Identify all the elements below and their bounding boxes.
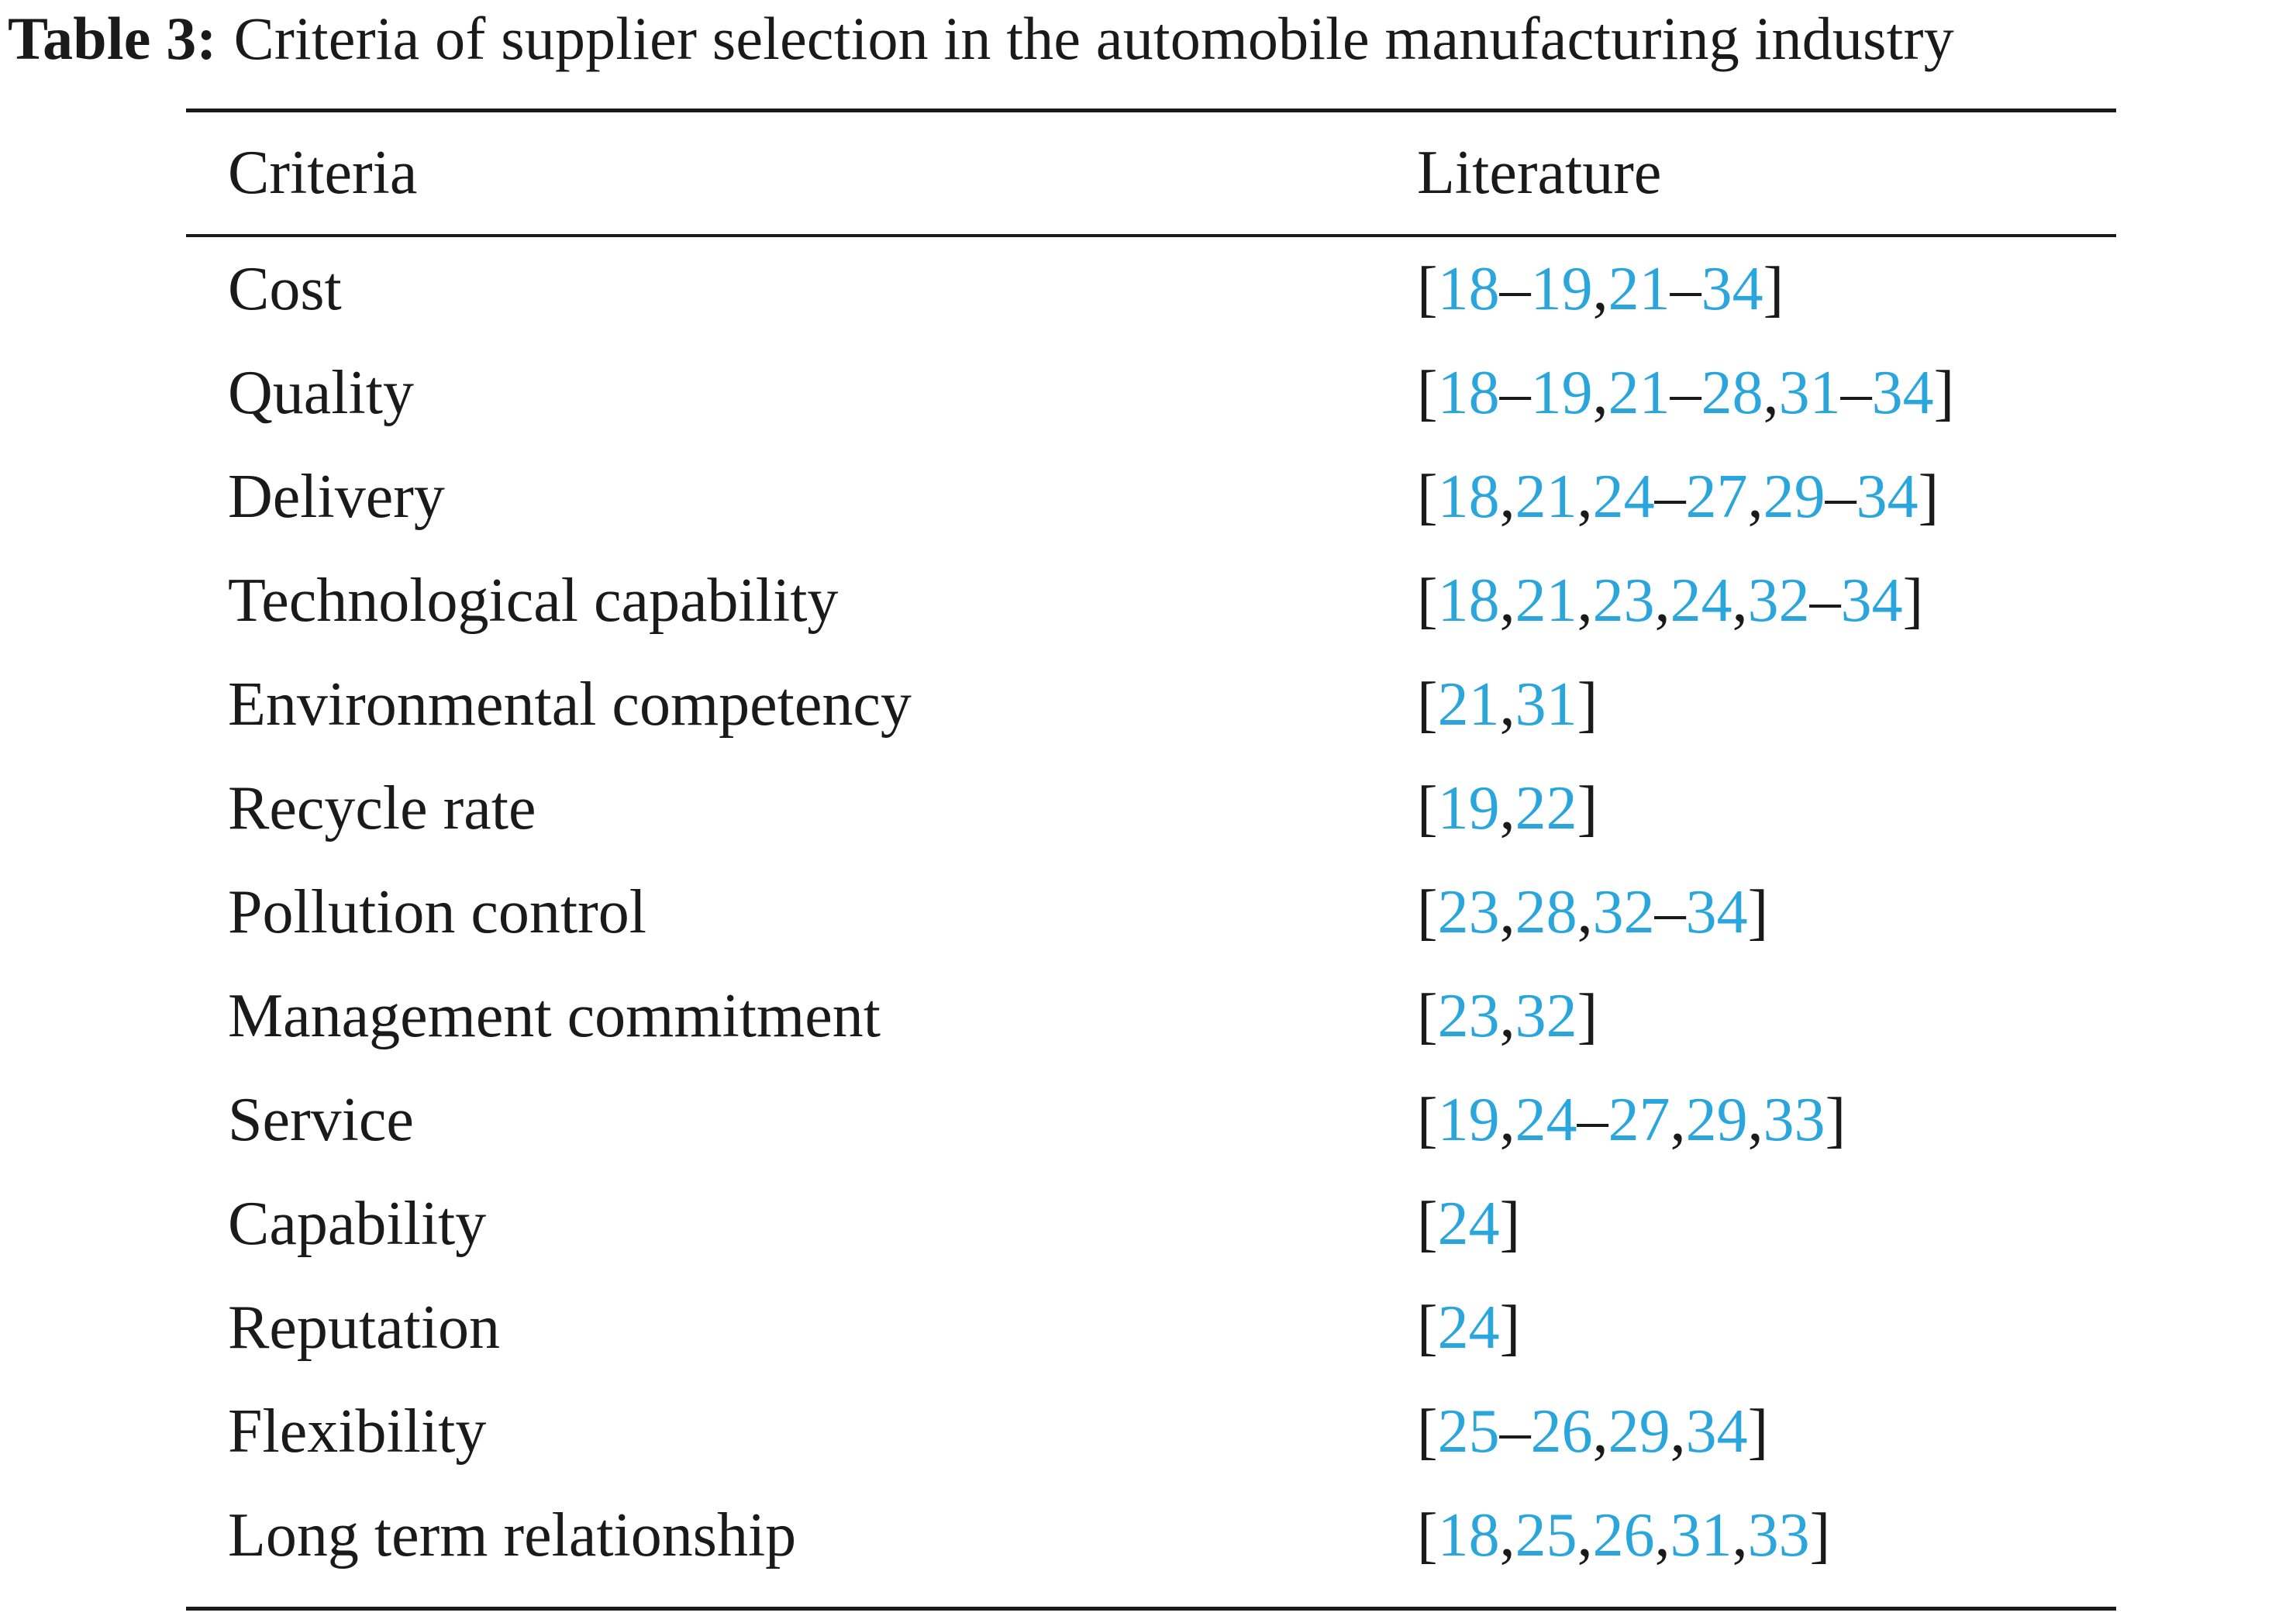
bracket: ] bbox=[1577, 981, 1598, 1050]
criteria-cell: Management commitment bbox=[228, 981, 881, 1050]
reference-separator: , bbox=[1732, 566, 1748, 635]
reference-link[interactable]: 24 bbox=[1515, 1085, 1577, 1154]
reference-separator: , bbox=[1592, 254, 1608, 323]
reference-separator: , bbox=[1499, 670, 1515, 739]
bracket: [ bbox=[1417, 566, 1438, 635]
reference-link[interactable]: 21 bbox=[1515, 462, 1577, 531]
reference-separator: , bbox=[1577, 566, 1593, 635]
table-row bbox=[186, 1380, 2116, 1483]
reference-link[interactable]: 29 bbox=[1763, 462, 1825, 531]
reference-link[interactable]: 28 bbox=[1515, 877, 1577, 946]
criteria-cell: Flexibility bbox=[228, 1397, 487, 1466]
reference-link[interactable]: 19 bbox=[1437, 1085, 1500, 1154]
literature-cell bbox=[1417, 445, 1939, 549]
reference-link[interactable]: 23 bbox=[1437, 877, 1500, 946]
literature-cell bbox=[1417, 237, 1784, 341]
reference-separator: – bbox=[1670, 358, 1701, 427]
reference-link[interactable]: 34 bbox=[1856, 462, 1919, 531]
reference-link[interactable]: 21 bbox=[1608, 358, 1670, 427]
reference-link[interactable]: 19 bbox=[1530, 358, 1593, 427]
bracket: [ bbox=[1417, 1189, 1438, 1258]
bracket: [ bbox=[1417, 462, 1438, 531]
table-row bbox=[186, 237, 2116, 341]
reference-link[interactable]: 29 bbox=[1608, 1397, 1670, 1466]
reference-separator: , bbox=[1499, 462, 1515, 531]
table-row bbox=[186, 341, 2116, 445]
table-header-row bbox=[186, 112, 2116, 234]
bracket: ] bbox=[1577, 774, 1598, 842]
reference-separator: , bbox=[1499, 877, 1515, 946]
reference-separator: – bbox=[1654, 462, 1686, 531]
criteria-cell: Service bbox=[228, 1085, 414, 1154]
bracket: [ bbox=[1417, 774, 1438, 842]
reference-link[interactable]: 24 bbox=[1437, 1293, 1500, 1362]
criteria-cell: Reputation bbox=[228, 1293, 501, 1362]
bracket: [ bbox=[1417, 1293, 1438, 1362]
reference-separator: – bbox=[1840, 358, 1872, 427]
bracket: [ bbox=[1417, 254, 1438, 323]
reference-link[interactable]: 18 bbox=[1437, 1501, 1500, 1569]
table-caption-text: Criteria of supplier selection in the automobile manufacturing industry bbox=[233, 5, 1954, 72]
header-literature: Literature bbox=[1417, 139, 1662, 207]
bracket: ] bbox=[1763, 254, 1784, 323]
bracket: [ bbox=[1417, 877, 1438, 946]
literature-cell bbox=[1417, 1380, 1768, 1483]
bracket: [ bbox=[1417, 358, 1438, 427]
reference-link[interactable]: 31 bbox=[1515, 670, 1577, 739]
reference-separator: , bbox=[1577, 1501, 1593, 1569]
criteria-cell: Cost bbox=[228, 254, 342, 323]
reference-link[interactable]: 34 bbox=[1685, 877, 1748, 946]
reference-separator: , bbox=[1763, 358, 1779, 427]
reference-separator: , bbox=[1732, 1501, 1748, 1569]
reference-link[interactable]: 34 bbox=[1701, 254, 1763, 323]
bracket: ] bbox=[1933, 358, 1955, 427]
reference-separator: , bbox=[1499, 1085, 1515, 1154]
reference-link[interactable]: 24 bbox=[1437, 1189, 1500, 1258]
table-row bbox=[186, 756, 2116, 860]
reference-link[interactable]: 21 bbox=[1515, 566, 1577, 635]
reference-separator: – bbox=[1499, 358, 1531, 427]
reference-separator: – bbox=[1577, 1085, 1608, 1154]
reference-link[interactable]: 18 bbox=[1437, 462, 1500, 531]
bracket: ] bbox=[1577, 670, 1598, 739]
reference-link[interactable]: 25 bbox=[1437, 1397, 1500, 1466]
reference-separator: – bbox=[1809, 566, 1841, 635]
reference-separator: , bbox=[1499, 566, 1515, 635]
bracket: [ bbox=[1417, 981, 1438, 1050]
reference-separator: – bbox=[1499, 254, 1531, 323]
reference-link[interactable]: 24 bbox=[1670, 566, 1732, 635]
reference-link[interactable]: 33 bbox=[1763, 1085, 1825, 1154]
bracket: [ bbox=[1417, 1397, 1438, 1466]
header-criteria: Criteria bbox=[228, 139, 418, 207]
reference-separator: , bbox=[1577, 462, 1593, 531]
literature-cell bbox=[1417, 964, 1598, 1068]
table-row bbox=[186, 653, 2116, 756]
reference-link[interactable]: 32 bbox=[1592, 877, 1655, 946]
literature-cell bbox=[1417, 341, 1954, 445]
criteria-cell: Technological capability bbox=[228, 566, 839, 635]
reference-separator: , bbox=[1499, 1501, 1515, 1569]
reference-link[interactable]: 29 bbox=[1685, 1085, 1748, 1154]
reference-link[interactable]: 27 bbox=[1608, 1085, 1670, 1154]
bracket: ] bbox=[1499, 1189, 1521, 1258]
reference-link[interactable]: 25 bbox=[1515, 1501, 1577, 1569]
reference-separator: , bbox=[1670, 1397, 1686, 1466]
bracket: ] bbox=[1902, 566, 1924, 635]
reference-separator: , bbox=[1577, 877, 1593, 946]
reference-link[interactable]: 19 bbox=[1530, 254, 1593, 323]
reference-link[interactable]: 34 bbox=[1685, 1397, 1748, 1466]
reference-link[interactable]: 28 bbox=[1701, 358, 1763, 427]
reference-link[interactable]: 27 bbox=[1685, 462, 1748, 531]
reference-separator: , bbox=[1592, 1397, 1608, 1466]
reference-separator: , bbox=[1747, 462, 1763, 531]
table-caption bbox=[8, 0, 1954, 78]
table-caption-label: Table 3: bbox=[8, 5, 217, 72]
criteria-cell: Long term relationship bbox=[228, 1501, 797, 1569]
reference-link[interactable]: 18 bbox=[1437, 358, 1500, 427]
reference-separator: – bbox=[1670, 254, 1701, 323]
criteria-cell: Quality bbox=[228, 358, 414, 427]
reference-link[interactable]: 18 bbox=[1437, 254, 1500, 323]
reference-separator: , bbox=[1592, 358, 1608, 427]
bracket: ] bbox=[1918, 462, 1939, 531]
bracket: ] bbox=[1809, 1501, 1831, 1569]
reference-link[interactable]: 34 bbox=[1871, 358, 1934, 427]
reference-link[interactable]: 31 bbox=[1670, 1501, 1732, 1569]
criteria-cell: Environmental competency bbox=[228, 670, 912, 739]
reference-separator: , bbox=[1670, 1085, 1686, 1154]
reference-separator: – bbox=[1499, 1397, 1531, 1466]
literature-cell bbox=[1417, 1483, 1830, 1587]
reference-link[interactable]: 21 bbox=[1608, 254, 1670, 323]
reference-link[interactable]: 24 bbox=[1592, 462, 1655, 531]
bracket: [ bbox=[1417, 670, 1438, 739]
table-row bbox=[186, 1276, 2116, 1380]
reference-separator: , bbox=[1654, 1501, 1670, 1569]
reference-separator: , bbox=[1747, 1085, 1763, 1154]
bracket: [ bbox=[1417, 1501, 1438, 1569]
reference-separator: – bbox=[1654, 877, 1686, 946]
table-bottom-rule bbox=[186, 1607, 2116, 1611]
criteria-cell: Recycle rate bbox=[228, 774, 536, 842]
bracket: ] bbox=[1825, 1085, 1846, 1154]
literature-cell bbox=[1417, 653, 1598, 756]
table-row bbox=[186, 445, 2116, 549]
reference-link[interactable]: 34 bbox=[1840, 566, 1903, 635]
table-row bbox=[186, 964, 2116, 1068]
criteria-cell: Capability bbox=[228, 1189, 487, 1258]
criteria-cell: Delivery bbox=[228, 462, 445, 531]
reference-link[interactable]: 18 bbox=[1437, 566, 1500, 635]
literature-cell bbox=[1417, 1068, 1846, 1172]
table-body bbox=[186, 237, 2116, 1587]
literature-cell bbox=[1417, 1276, 1520, 1380]
criteria-table bbox=[186, 109, 2116, 1587]
reference-separator: , bbox=[1499, 981, 1515, 1050]
bracket: ] bbox=[1499, 1293, 1521, 1362]
reference-link[interactable]: 32 bbox=[1515, 981, 1577, 1050]
reference-link[interactable]: 19 bbox=[1437, 774, 1500, 842]
reference-link[interactable]: 26 bbox=[1530, 1397, 1593, 1466]
table-row bbox=[186, 549, 2116, 653]
literature-cell bbox=[1417, 756, 1598, 860]
reference-link[interactable]: 26 bbox=[1592, 1501, 1655, 1569]
reference-separator: , bbox=[1499, 774, 1515, 842]
literature-cell bbox=[1417, 549, 1923, 653]
reference-link[interactable]: 23 bbox=[1592, 566, 1655, 635]
bracket: [ bbox=[1417, 1085, 1438, 1154]
literature-cell bbox=[1417, 860, 1768, 964]
bracket: ] bbox=[1747, 1397, 1769, 1466]
reference-link[interactable]: 23 bbox=[1437, 981, 1500, 1050]
reference-link[interactable]: 31 bbox=[1778, 358, 1841, 427]
table-row bbox=[186, 860, 2116, 964]
reference-link[interactable]: 32 bbox=[1747, 566, 1810, 635]
table-row bbox=[186, 1068, 2116, 1172]
reference-separator: – bbox=[1825, 462, 1856, 531]
table-row bbox=[186, 1172, 2116, 1276]
table-row bbox=[186, 1483, 2116, 1587]
literature-cell bbox=[1417, 1172, 1520, 1276]
criteria-cell: Pollution control bbox=[228, 877, 646, 946]
reference-separator: , bbox=[1654, 566, 1670, 635]
reference-link[interactable]: 22 bbox=[1515, 774, 1577, 842]
reference-link[interactable]: 21 bbox=[1437, 670, 1500, 739]
bracket: ] bbox=[1747, 877, 1769, 946]
reference-link[interactable]: 33 bbox=[1747, 1501, 1810, 1569]
